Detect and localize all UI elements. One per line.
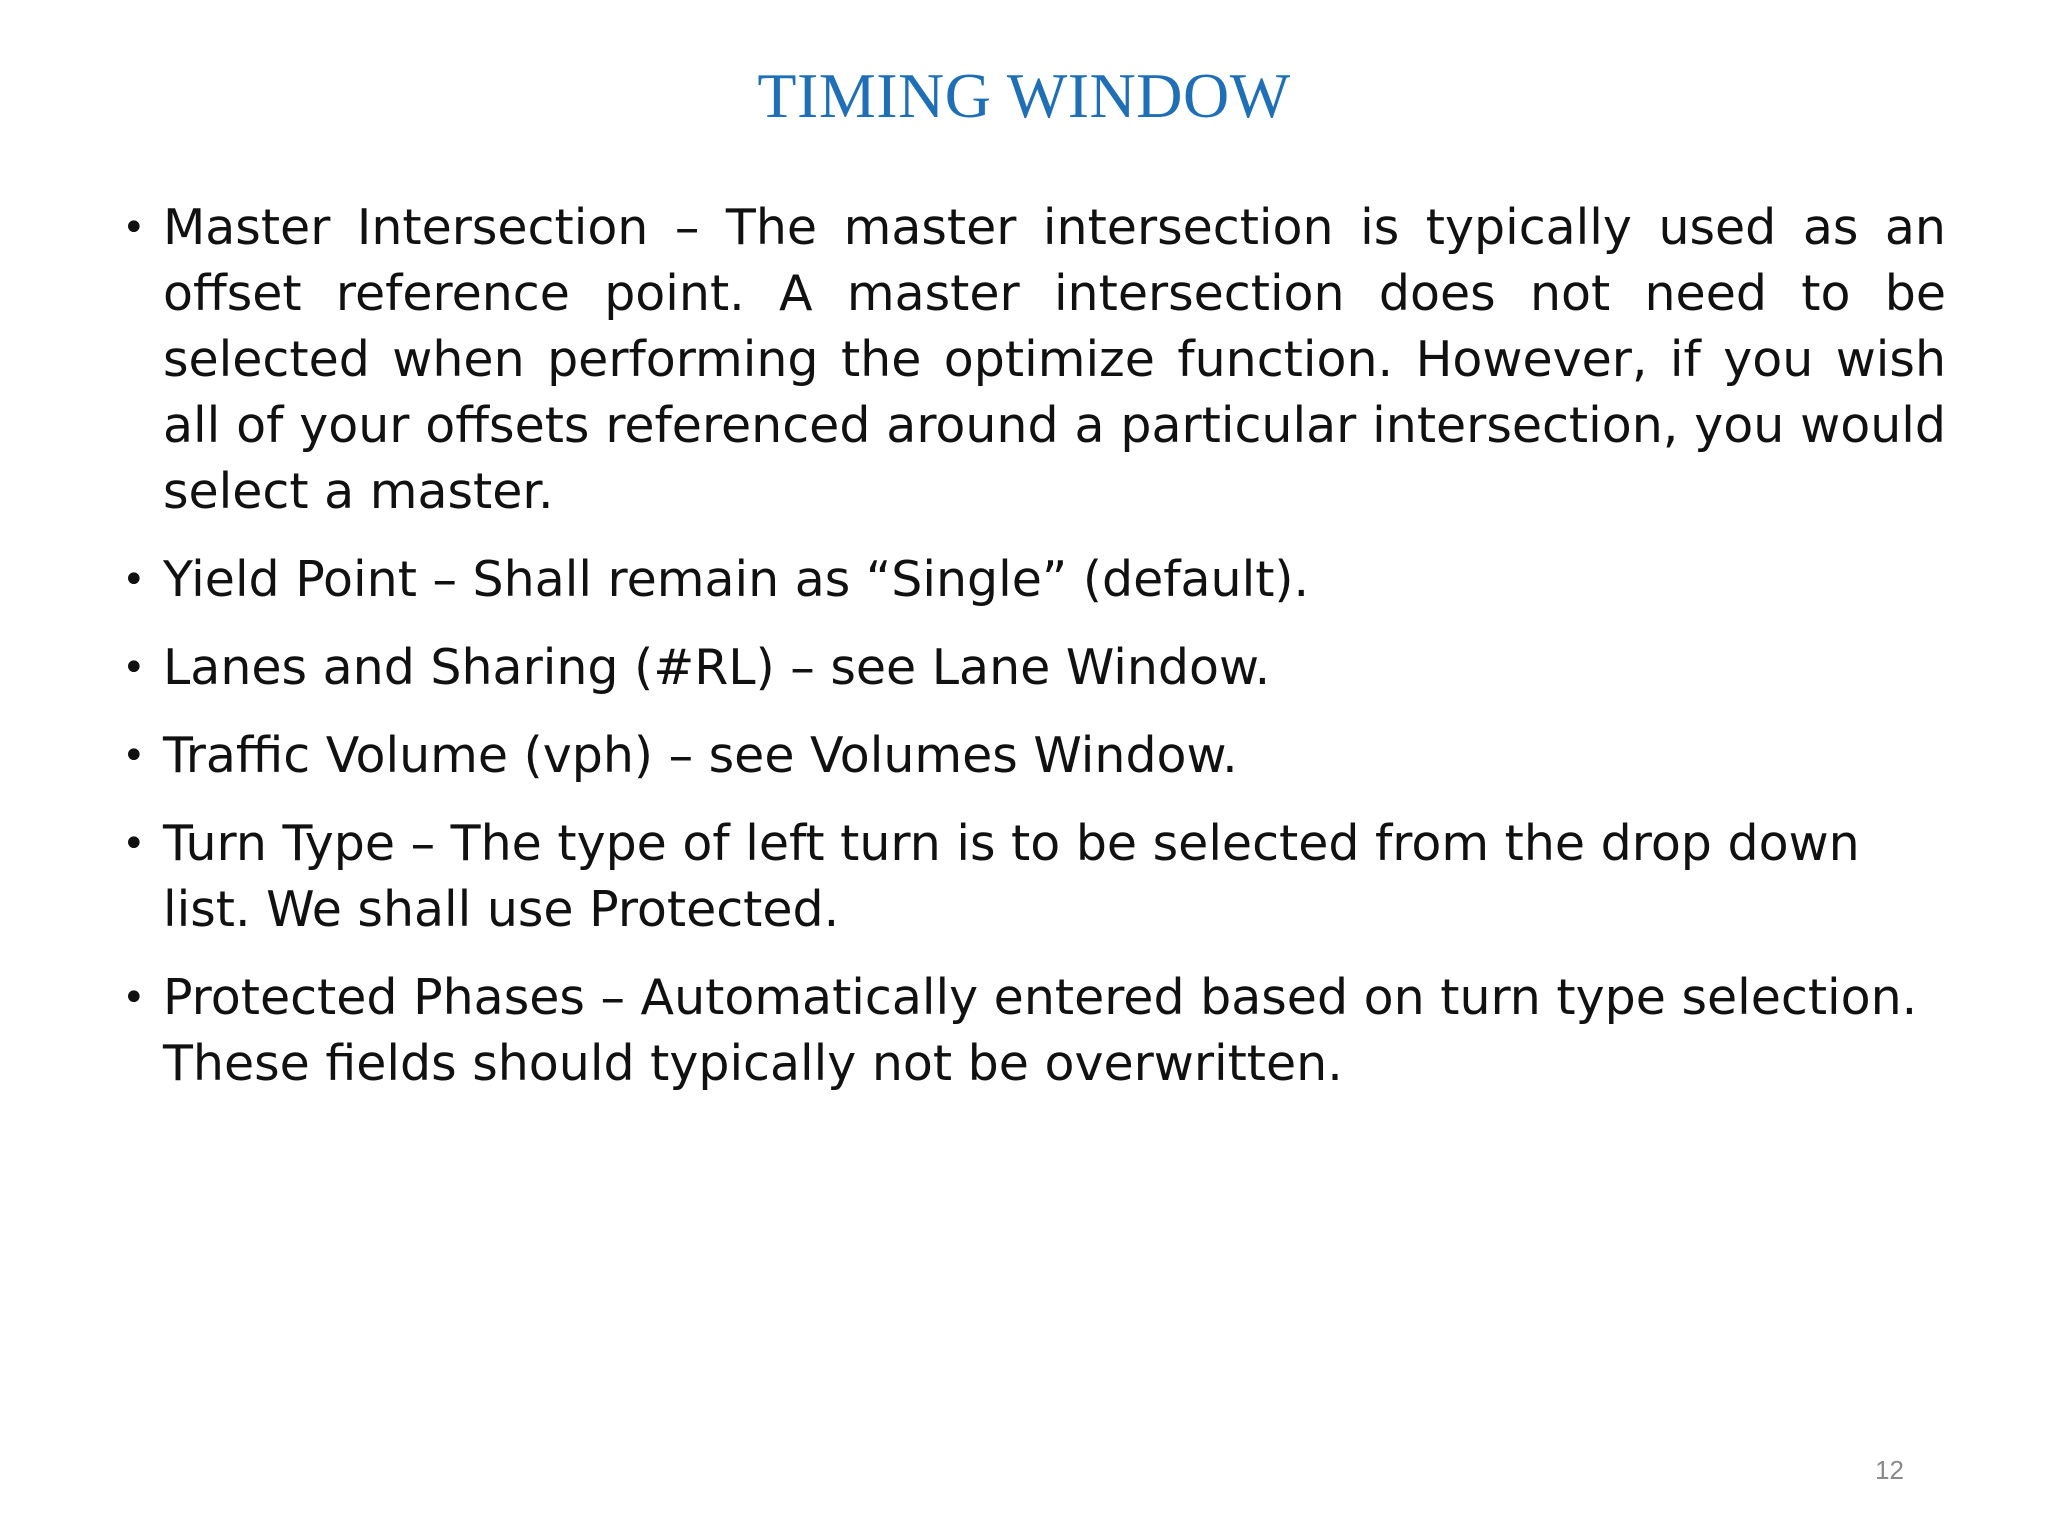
bullet-dot-icon: • bbox=[122, 733, 146, 779]
bullet-text: Yield Point – Shall remain as “Single” (default). bbox=[163, 551, 1310, 608]
bullet-master-intersection bbox=[118, 195, 1946, 525]
bullet-dot-icon: • bbox=[122, 975, 146, 1021]
bullet-yield-point bbox=[118, 547, 1946, 613]
bullet-traffic-volume bbox=[118, 723, 1946, 789]
bullet-protected-phases bbox=[118, 965, 1946, 1097]
bullet-text: Turn Type – The type of left turn is to be selected from the drop down list. We shall use Protected. bbox=[163, 815, 1860, 938]
slide-title: TIMING WINDOW bbox=[757, 60, 1291, 131]
bullet-list bbox=[118, 195, 1946, 1119]
bullet-turn-type bbox=[118, 811, 1946, 943]
bullet-text: Traffic Volume (vph) – see Volumes Window. bbox=[163, 727, 1238, 784]
bullet-text: Master Intersection – The master intersection is typically used as an offset reference point. A master intersection does not need to be selected when performing the optimize function. However, if you wish all of your offsets referenced around a particular intersection, you would select a master. bbox=[163, 199, 1946, 520]
bullet-lanes-and-sharing bbox=[118, 635, 1946, 701]
bullet-dot-icon: • bbox=[122, 557, 146, 603]
bullet-text: Lanes and Sharing (#RL) – see Lane Window. bbox=[163, 639, 1271, 696]
bullet-text: Protected Phases – Automatically entered based on turn type selection. These fields should typically not be overwritten. bbox=[163, 969, 1918, 1092]
page-number: 12 bbox=[1875, 1455, 1904, 1485]
bullet-dot-icon: • bbox=[122, 205, 146, 251]
bullet-dot-icon: • bbox=[122, 645, 146, 691]
bullet-dot-icon: • bbox=[122, 821, 146, 867]
